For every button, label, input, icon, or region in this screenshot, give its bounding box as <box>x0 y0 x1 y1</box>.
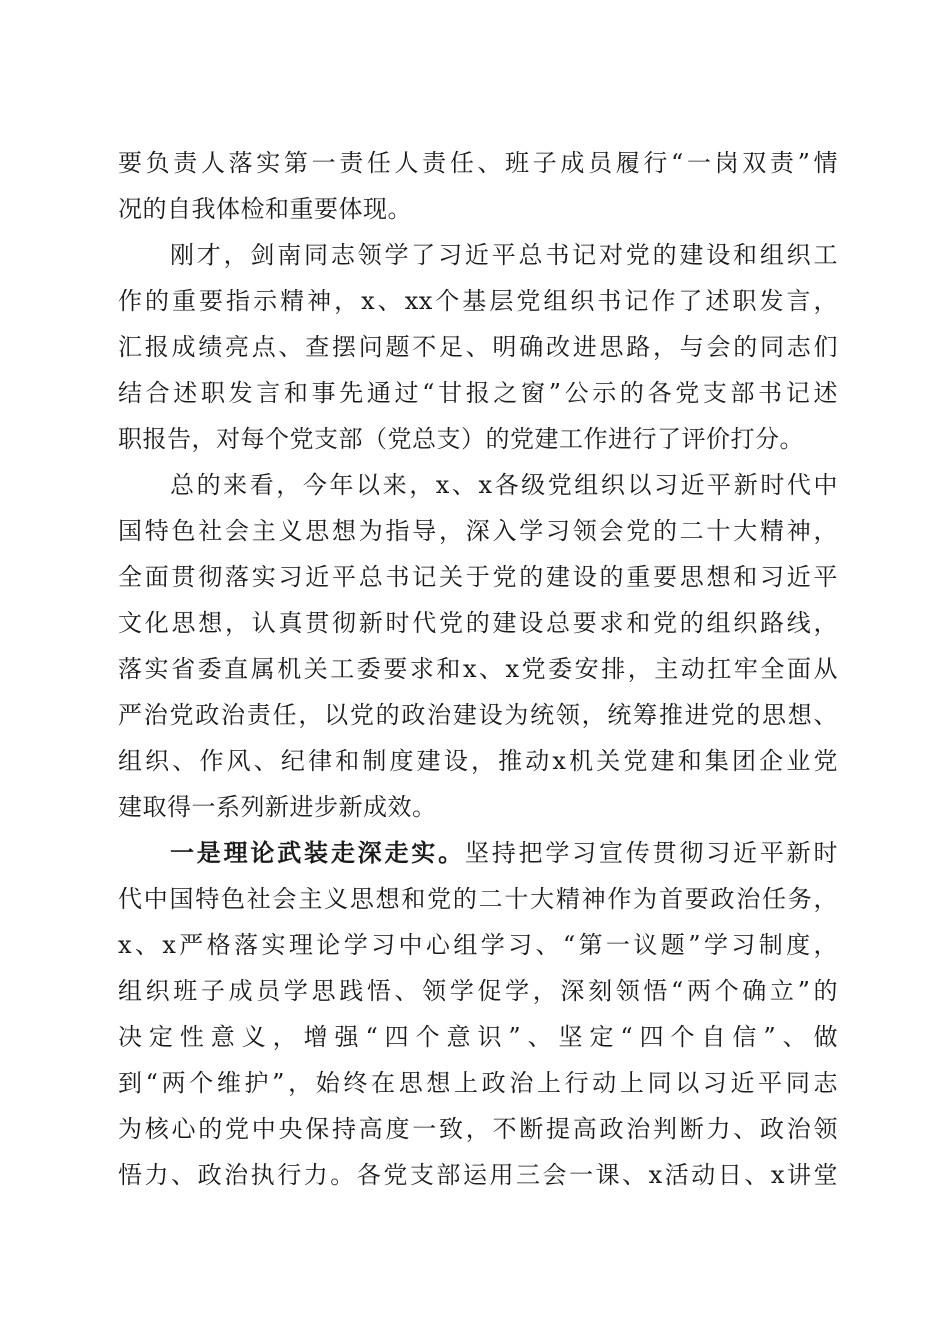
text-line: 代中国特色社会主义思想和党的二十大精神作为首要政治任务， <box>118 885 838 913</box>
text-line: 汇报成绩亮点、查摆问题不足、明确改进思路，与会的同志们 <box>118 333 838 361</box>
text-line: 到“两个维护”，始终在思想上政治上行动上同以习近平同志 <box>118 1069 838 1097</box>
text-line: 国特色社会主义思想为指导，深入学习领会党的二十大精神， <box>118 517 838 545</box>
text-line: 要负责人落实第一责任人责任、班子成员履行“一岗双责”情 <box>118 149 838 177</box>
paragraph <box>118 830 838 1198</box>
text-line-rest: 坚持把学习宣传贯彻习近平新时 <box>464 839 838 867</box>
text-line: 文化思想，认真贯彻新时代党的建设总要求和党的组织路线， <box>118 609 838 637</box>
text-line: 职报告，对每个党支部（党总支）的党建工作进行了评价打分。 <box>118 425 804 453</box>
text-line: 严治党政治责任，以党的政治建设为统领，统筹推进党的思想、 <box>118 701 838 729</box>
text-line: 悟力、政治执行力。各党支部运用三会一课、x活动日、x讲堂 <box>118 1161 838 1189</box>
paragraph <box>118 462 838 830</box>
text-line <box>118 830 838 876</box>
paragraph-heading: 一是理论武装走深走实。 <box>170 838 465 867</box>
text-line: 决定性意义，增强“四个意识”、坚定“四个自信”、做 <box>118 1023 838 1051</box>
text-line: 结合述职发言和事先通过“甘报之窗”公示的各党支部书记述 <box>118 379 838 407</box>
text-line: 组织班子成员学思践悟、领学促学，深刻领悟“两个确立”的 <box>118 977 838 1005</box>
text-line: 况的自我体检和重要体现。 <box>118 195 412 223</box>
text-line: 组织、作风、纪律和制度建设，推动x机关党建和集团企业党 <box>118 747 838 775</box>
text-line: 总的来看，今年以来，x、x各级党组织以习近平新时代中 <box>170 471 838 499</box>
paragraph <box>118 140 838 232</box>
text-line: 作的重要指示精神，x、xx个基层党组织书记作了述职发言， <box>118 287 838 315</box>
text-line: 落实省委直属机关工委要求和x、x党委安排，主动扛牢全面从 <box>118 655 838 683</box>
paragraph <box>118 232 838 462</box>
text-line: 刚才，剑南同志领学了习近平总书记对党的建设和组织工 <box>170 241 838 269</box>
document-body <box>118 140 838 1198</box>
text-line: x、x严格落实理论学习中心组学习、“第一议题”学习制度， <box>118 931 838 959</box>
text-line: 全面贯彻落实习近平总书记关于党的建设的重要思想和习近平 <box>118 563 838 591</box>
text-line: 为核心的党中央保持高度一致，不断提高政治判断力、政治领 <box>118 1115 838 1143</box>
text-line: 建取得一系列新进步新成效。 <box>118 793 437 821</box>
